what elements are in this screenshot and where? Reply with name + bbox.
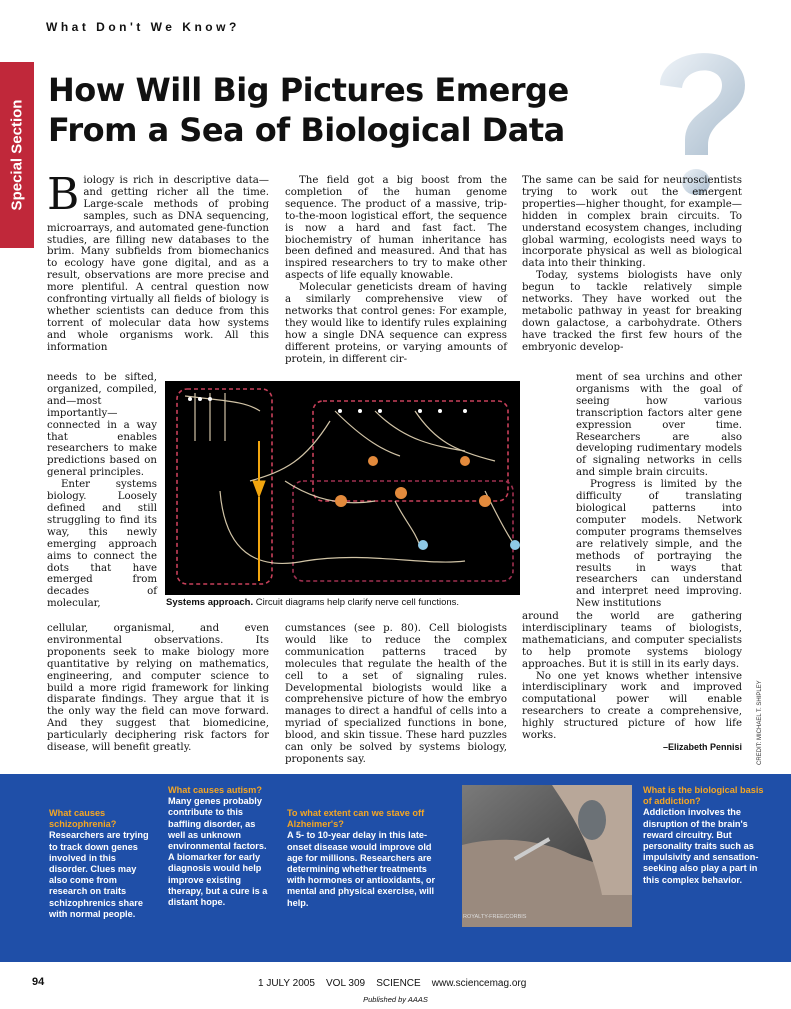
column-1-bottom [47, 623, 269, 754]
article-title: How Will Big Pictures Emerge From a Sea of Biological Data [48, 71, 569, 149]
figure-caption [166, 597, 526, 608]
col2-paragraph-2: Molecular geneticists dream of having a similarly comprehensive view of networks that control genes: For example, they would like to identify rules explaining how a single DNA sequence can express different proteins, or varying amounts of protein, in different cir- [285, 282, 507, 365]
figure-caption-bold: Systems approach. [166, 597, 254, 608]
col1-paragraph-2b: cellular, organismal, and even environmental observations. Its proponents seek to make biology more quantitative by relying on mathematics, engineering, and computer science to build a more rigid framework for linking disparate findings. They argue that it is the only way the field can move forward. And they suggest that biomedicine, particularly deciphering risk factors for disease, will benefit greatly. [47, 623, 269, 754]
question-addiction [643, 785, 773, 886]
photo-credit-vertical: CREDIT: MICHAEL T. SHIPLEY [757, 680, 763, 765]
addiction-photo [462, 785, 632, 927]
figure-caption-text: Circuit diagrams help clarify nerve cell functions. [253, 597, 460, 608]
column-2-bottom [285, 623, 507, 766]
author-byline: –Elizabeth Pennisi [662, 741, 742, 752]
col2-paragraph-2b: cumstances (see p. 80). Cell biologists would like to reduce the complex communication patterns traced by molecules that regulate the health of the cell to a set of signaling rules. Developmental biologists would like a comprehensive picture of how the embryo manages to direct a handful of cells into a myriad of specialized functions in bone, blood, and skin tissue. These hard puzzles can only be solved by systems biology, proponents say. [285, 623, 507, 765]
col3-paragraph-4: No one yet knows whether intensive interdisciplinary work and improved computational power will enable researchers to create a comprehensive, highly structured picture of how life works. [522, 670, 742, 742]
question-body: Many genes probably contribute to this baffling disorder, as well as unknown environmental factors. A biomarker for early diagnosis would help improve existing therapy, but a cure is a distant hope. [168, 796, 268, 908]
question-heading: What causes autism? [168, 785, 262, 795]
question-heading: To what extent can we stave off Alzheimer's? [287, 808, 425, 830]
question-heading: What causes schizophrenia? [49, 808, 117, 830]
question-autism [168, 785, 274, 908]
question-body: Researchers are trying to track down genes involved in this disorder. Clues may also come from research on traits schizophrenics share with normal people. [49, 830, 149, 919]
column-1-top [47, 169, 269, 354]
question-schizophrenia [49, 808, 155, 920]
column-3-top [522, 175, 742, 354]
column-1-narrow [47, 372, 157, 610]
col3-paragraph-2: Today, systems biologists have only begun to tackle relatively simple networks. They have worked out the metabolic pathway in yeast for breaking down galactose, a carbohydrate. Others have tracked the first few hours of the embryonic develop- [522, 270, 742, 353]
col1-paragraph-1: iology is rich in descriptive data—and getting richer all the time. Large-scale methods of probing samples, such as DNA sequencing, microarrays, and automated gene-function studies, are filling new databases to the brim. Many subfields from biomechanics to ecology have gone digital, and as a result, observations are more precise and more plentiful. A central question now confronting virtually all fields of biology is whether scientists can deduce from this torrent of molecular data how systems and whole organisms work. All this information [47, 175, 269, 353]
column-3-bottom [522, 611, 742, 754]
photo-credit: ROYALTY-FREE/CORBIS [463, 914, 527, 920]
col2-paragraph-1: The field got a big boost from the completion of the human genome sequence. The product of a massive, trip-to-the-moon logistical effort, the sequence is now a hard and fast fact. The biochemistry of human inheritance has been defined and measured. And that has inspired researchers to try to make other aspects of life equally knowable. [285, 175, 507, 282]
col3-paragraph-1: The same can be said for neuroscientists trying to work out the emergent properties—higher thought, for example—hidden in complex brain circuits. To understand ecosystem changes, including global warming, ecologists need ways to incorporate physical as well as biological data into their thinking. [522, 175, 742, 270]
special-section-label: Special Section [8, 99, 26, 211]
drop-cap: B [47, 169, 80, 220]
page-number: 94 [32, 976, 45, 988]
col3-paragraph-3b: around the world are gathering interdisciplinary teams of biologists, mathematicians, and computer specialists to help promote systems biology approaches. But it is still in its early days. [522, 611, 742, 670]
circuit-diagram-figure [165, 381, 520, 595]
question-alzheimers [287, 808, 447, 909]
column-2-top [285, 175, 507, 366]
section-kicker: What Don't We Know? [46, 20, 240, 34]
col3-paragraph-3: Progress is limited by the difficulty of translating biological patterns into computer models. Network computer programs themselves are relatively simple, and the methods of portraying the results in ways that researchers can understand and interpret need improving. New institutions [576, 479, 742, 610]
publisher-line: Published by AAAS [363, 995, 428, 1004]
issue-info: 1 JULY 2005 VOL 309 SCIENCE www.sciencemag.org [258, 978, 527, 989]
col1-paragraph-1b: needs to be sifted, organized, compiled, and—most importantly—connected in a way that enables researchers to make predictions based on general principles. [47, 372, 157, 479]
col1-paragraph-2: Enter systems biology. Loosely defined and still struggling to find its way, this newly emerging approach aims to connect the dots that have emerged from decades of molecular, [47, 479, 157, 610]
special-section-tab [0, 62, 34, 248]
question-heading: What is the biological basis of addiction? [643, 785, 764, 807]
question-body: Addiction involves the disruption of the brain's reward circuitry. But personality traits such as impulsivity and sensation-seeking also play a part in this complex behavior. [643, 807, 759, 885]
question-body: A 5- to 10-year delay in this late-onset disease would improve old age for millions. Researchers are determining whether treatments with hormones or antioxidants, or mental and physical exercise, will help. [287, 830, 436, 908]
col3-paragraph-2b: ment of sea urchins and other organisms with the goal of seeing how various transcription factors alter gene expression over time. Researchers are also developing rudimentary models of signaling networks in cells and simple brain circuits. [576, 372, 742, 479]
column-3-narrow [576, 372, 742, 610]
